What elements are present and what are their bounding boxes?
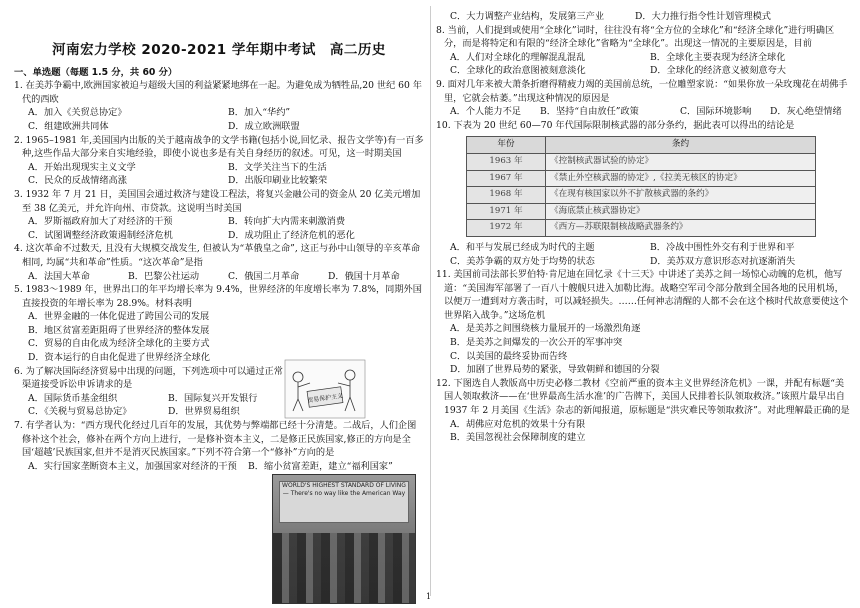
option-b: B．加入“华约” <box>228 107 291 119</box>
cartoon-label: 贸易保护主义 <box>306 392 344 405</box>
option-d: D．成功阻止了经济危机的恶化 <box>228 229 355 241</box>
table-cell-year: 1963 年 <box>467 153 546 170</box>
option-c: C．组建欧洲共同体 <box>28 120 109 132</box>
option-c: C．俄国二月革命 <box>228 270 300 282</box>
option-d: D．出版印刷业比较繁荣 <box>228 175 328 187</box>
question-5 <box>14 283 424 365</box>
option-b: B．是美苏之间爆发的一次公开的军事冲突 <box>450 337 623 349</box>
table-header-treaty: 条约 <box>546 137 816 154</box>
option-b: B．冷战中围性外交有利于世界和平 <box>650 241 795 253</box>
right-column <box>436 10 851 445</box>
question-stem: 7. 有学者认为：“西方现代化经过几百年的发展，其优势与弊端都已经十分清楚。二战后，人们企图修补这个社会，修补在两个方向上进行，一是修补资本主义，二是修正民族国家,修正的方向是全国‘超越’民族国家,但并不是消灭民族国家。”下列不符合第一个“修补”方向的是 <box>14 420 417 459</box>
question-stem: 2. 1965–1981 年,美国国内出版的关于越南战争的文学书籍(包括小说,回忆录、报告文学等)有一百多种,这些作品大部分来自实地经验，即使小说也多是有关自身经历的叙述。可见，这一时期美国 <box>14 134 424 160</box>
option-b: B．转向扩大内需来刺激消费 <box>228 216 346 228</box>
option-c: C．贸易的自由化成为经济全球化的主要方式 <box>28 338 210 350</box>
billboard-text: WORLD'S HIGHEST STANDARD OF LIVING — There's no way like the American Way <box>279 481 409 523</box>
option-b: B．美国忽视社会保障制度的建立 <box>450 432 586 444</box>
option-a: A．加入《关贸总协定》 <box>28 107 127 119</box>
option-a: A．和平与发展已经成为时代的主题 <box>450 241 595 253</box>
option-b: B．地区贫富差距阻碍了世界经济的整体发展 <box>28 324 210 336</box>
table-row <box>467 203 816 220</box>
question-stem: 9. 面对几年来被大萧条折磨得精疲力竭的美国前总统，一位雕塑家说：“如果你放一朵玫瑰花在胡佛手里，它就会枯萎。”出现这种情况的原因是 <box>436 78 848 104</box>
table-cell-year: 1972 年 <box>467 220 546 237</box>
option-d: D．世界贸易组织 <box>168 406 240 418</box>
table-row <box>467 153 816 170</box>
option-c: C．《关税与贸易总协定》 <box>28 406 132 418</box>
table-cell-treaty: 《西方—苏联限制核战略武器条约》 <box>546 220 816 237</box>
table-cell-year: 1968 年 <box>467 187 546 204</box>
option-b: B．缩小贫富差距，建立“福利国家” <box>248 460 393 472</box>
option-a: A．人们对全球化的理解混乱混乱 <box>450 51 586 63</box>
question-stem: 10. 下表为 20 世纪 60—70 年代国际限制核武器的部分条约，据此表可以得出的结论是 <box>436 119 795 131</box>
option-d: D．俄国十月革命 <box>328 270 400 282</box>
option-b: B．文学关注当下的生活 <box>228 161 327 173</box>
table-row <box>467 187 816 204</box>
table-cell-treaty: 《禁止外空核武器的协定》,《拉美无核区的协定》 <box>546 170 816 187</box>
option-c: C．全球化的政治意图被刻意淡化 <box>450 65 586 77</box>
question-stem: 6. 为了解决国际经济贸易中出现的问题，下列选项中可以通过正常渠道接受诉讼申诉请求的是 <box>14 365 283 391</box>
option-b: B．坚持“自由放任”政策 <box>540 106 639 118</box>
option-b: B．巴黎公社运动 <box>128 270 200 282</box>
table-cell-treaty: 《控制核武器试验的协定》 <box>546 153 816 170</box>
option-a: A．实行国家垄断资本主义，加强国家对经济的干预 <box>28 460 237 472</box>
question-stem: 12. 下图选自人教版高中历史必修二教材《空前严重的资本主义世界经济危机》一课，并配有标题“美国人领取救济——在‘世界最高生活水准’的广告牌下，美国人民排着长队领取救济。”该照片最早出自 1937 年 2 月美国《生活》杂志的新闻报道，原标题是“洪灾难民等领取救济”。对此理解最正确的是 <box>436 377 850 417</box>
exam-title: 河南宏力学校 2020-2021 学年期中考试 高二历史 <box>52 42 386 58</box>
option-d: D．美苏双方意识形态对抗逐渐消失 <box>650 255 796 267</box>
question-stem: 4. 这次革命不过数天, 且没有大规模交战发生, 但被认为“革俄皇之命”, 这正与孙中山领导的辛亥革命相同, 均属“共和革命”性质。“这次革命”是指 <box>14 243 421 268</box>
treaty-table <box>466 136 816 237</box>
option-d: D．灰心绝望情绪 <box>770 106 842 118</box>
question-stem: 11. 美国前司法部长罗伯特·肯尼迪在回忆录《十三天》中讲述了美苏之间一场惊心动魄的危机，他写道：“美国海军部署了一百八十艘舰只进入加勒比海。战略空军司令部分散到全国各地的民用机场，以便万一遭到对方袭击时，可以减轻损失。……任何神志清醒的人都不会在这个核时代故意要使这个世界陷入战争。”这场危机 <box>436 269 849 321</box>
option-d: D．大力推行指令性计划管理模式 <box>635 11 771 22</box>
option-d: D．全球化的经济意义被刻意夸大 <box>650 65 786 77</box>
option-a: A．胡佛应对危机的效果十分有限 <box>450 418 586 430</box>
table-row <box>467 170 816 187</box>
option-d: D．资本运行的自由化促进了世界经济全球化 <box>28 352 210 364</box>
table-cell-treaty: 《海底禁止核武器协定》 <box>546 203 816 220</box>
relief-line-photo <box>272 474 416 604</box>
question-stem: 8. 当前，人们提到或使用“全球化”词时，往往没有将“全方位的全球化”和“经济全球化”进行明确区分，而是将特定和有限的“经济全球化”省略为“全球化”。出现这一情况的主要原因是，目前 <box>436 24 835 50</box>
question-7 <box>14 419 424 473</box>
option-a: A．国际货币基金组织 <box>28 392 118 404</box>
question-9 <box>436 78 851 119</box>
option-d: D．加剧了世界局势的紧张，导致朝鲜和德国的分裂 <box>450 364 660 376</box>
option-c: C．大力调整产业结构，发展第三产业 <box>450 11 605 22</box>
question-4 <box>14 242 424 283</box>
option-c: C．国际环境影响 <box>680 106 752 118</box>
question-2 <box>14 134 424 188</box>
option-c: C．民众的反战情绪高涨 <box>28 175 127 187</box>
section-heading: 一、单选题（每题 1.5 分，共 60 分） <box>14 66 178 78</box>
question-3 <box>14 188 424 242</box>
table-cell-year: 1971 年 <box>467 203 546 220</box>
option-a: A．是美苏之间围绕核力量展开的一场激烈角逐 <box>450 323 641 335</box>
option-c: C．以美国的最终妥协而告终 <box>450 350 568 362</box>
table-row <box>467 220 816 237</box>
option-a: A．法国大革命 <box>28 270 90 282</box>
option-b: B．国际复兴开发银行 <box>168 392 258 404</box>
question-stem: 3. 1932 年 7 月 21 日，美国国会通过救济与建设工程法，将复兴金融公司的资金从 20 亿美元增加至 38 亿美元，并允许向州、市贷款。这说明当时美国 <box>14 188 421 214</box>
option-a: A．世界金融的一体化促进了跨国公司的发展 <box>28 311 210 323</box>
option-b: B．全球化主要表现为经济全球化 <box>650 51 786 63</box>
question-6 <box>14 365 424 419</box>
option-a: A．个人能力不足 <box>450 106 521 118</box>
option-c: C．试图调整经济政策遏制经济危机 <box>28 229 173 241</box>
option-a: A．开始出现现实主义文学 <box>28 161 136 173</box>
option-c: C．美苏争霸的双方处于均势的状态 <box>450 255 595 267</box>
option-a: A．罗斯福政府加大了对经济的干预 <box>28 216 173 228</box>
question-stem: 1. 在美苏争霸中,欧洲国家被迫与超级大国的利益紧紧地绑在一起。为避免成为牺牲品,20 世纪 60 年代的西欧 <box>14 80 422 105</box>
question-8 <box>436 24 851 78</box>
option-d: D．成立欧洲联盟 <box>228 120 300 132</box>
trade-protection-cartoon <box>284 359 366 419</box>
question-12 <box>436 377 851 445</box>
column-divider <box>430 6 431 596</box>
queue-people <box>273 533 415 603</box>
question-1 <box>14 79 424 133</box>
left-column <box>14 0 424 473</box>
table-header-year: 年份 <box>467 137 546 154</box>
table-cell-year: 1967 年 <box>467 170 546 187</box>
table-cell-treaty: 《在现有核国家以外不扩散核武器的条约》 <box>546 187 816 204</box>
page-number: 1 <box>426 592 432 601</box>
question-stem: 5. 1983～1989 年，世界出口的年平均增长率为 9.4%，世界经济的年度增长率为 7.8%，同期外国直接投资的年增长率为 28.9%。材料表明 <box>14 284 422 309</box>
question-10 <box>436 119 851 268</box>
question-11 <box>436 268 851 377</box>
